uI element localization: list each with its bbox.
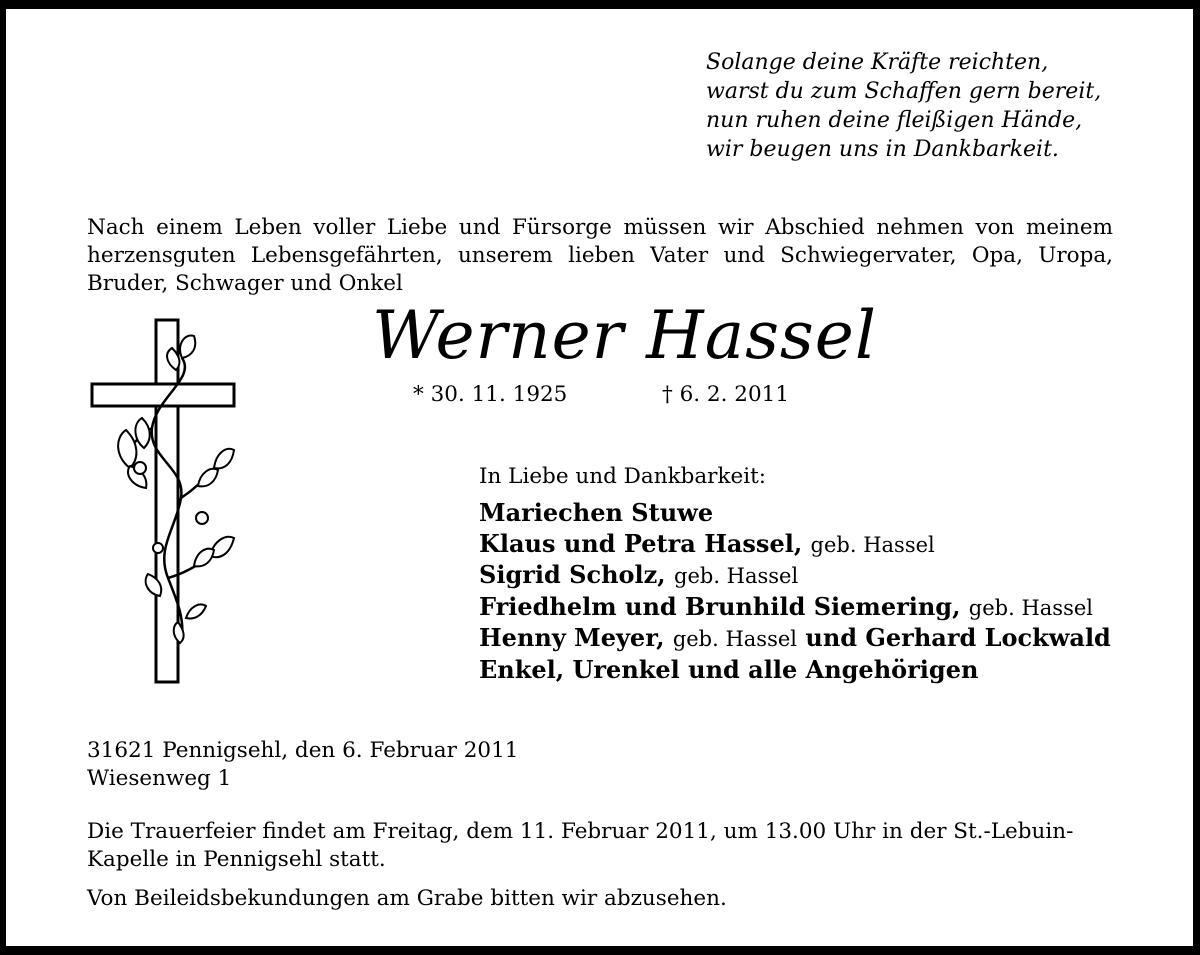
poem-line: warst du zum Schaffen gern bereit, (706, 79, 1102, 104)
address-line: 31621 Pennigsehl, den 6. Februar 2011 (87, 738, 519, 763)
mourner-name: Henny Meyer, (479, 623, 665, 652)
mourner-line (479, 623, 1111, 655)
mourner-line (479, 529, 1111, 561)
funeral-info: Die Trauerfeier findet am Freitag, dem 11. Februar 2011, um 13.00 Uhr in der St.-Lebuin-Kapelle in Pennigsehl statt. (87, 819, 1074, 872)
mourner-name: Enkel, Urenkel und alle Angehörigen (479, 654, 979, 684)
birth-date: * 30. 11. 1925 (413, 382, 568, 407)
mourner-name: Klaus und Petra Hassel, (479, 528, 803, 558)
mourners-list (479, 462, 1111, 685)
intro-text: Nach einem Leben voller Liebe und Fürsorge müssen wir Abschied nehmen von meinem herzensguten Lebensgefährten, unserem lieben Vater und Schwiegervater, Opa, Uropa, Bruder, Schwager und Onkel (87, 215, 1113, 296)
mourner-maiden-name: geb. Hassel (674, 564, 799, 588)
poem-line: nun ruhen deine fleißigen Hände, (706, 108, 1083, 133)
mourner-partner: und Gerhard Lockwald (805, 623, 1111, 652)
mourner-line (479, 592, 1111, 624)
poem-line: wir beugen uns in Dankbarkeit. (706, 137, 1059, 162)
mourner-line (479, 655, 1111, 686)
mourner-maiden-name: geb. Hassel (968, 595, 1093, 620)
cross-with-leaves-icon (86, 318, 246, 686)
address-block (87, 737, 518, 793)
mourner-name: Friedhelm und Brunhild Siemering, (479, 591, 961, 621)
poem-line: Solange deine Kräfte reichten, (706, 50, 1049, 75)
death-date: † 6. 2. 2011 (662, 382, 789, 407)
mourner-maiden-name: geb. Hassel (810, 532, 935, 557)
poem (706, 48, 1101, 164)
deceased-name: Werner Hassel (372, 297, 877, 374)
address-line: Wiesenweg 1 (87, 766, 232, 791)
mourner-name: Sigrid Scholz, (479, 560, 666, 589)
closing-note: Von Beileidsbekundungen am Grabe bitten wir abzusehen. (87, 886, 727, 911)
mourner-maiden-name: geb. Hassel (672, 627, 798, 651)
mourner-line (479, 560, 1111, 592)
mourner-line (479, 498, 1111, 529)
mourners-lead: In Liebe und Dankbarkeit: (479, 464, 766, 489)
mourner-name: Mariechen Stuwe (479, 498, 714, 527)
